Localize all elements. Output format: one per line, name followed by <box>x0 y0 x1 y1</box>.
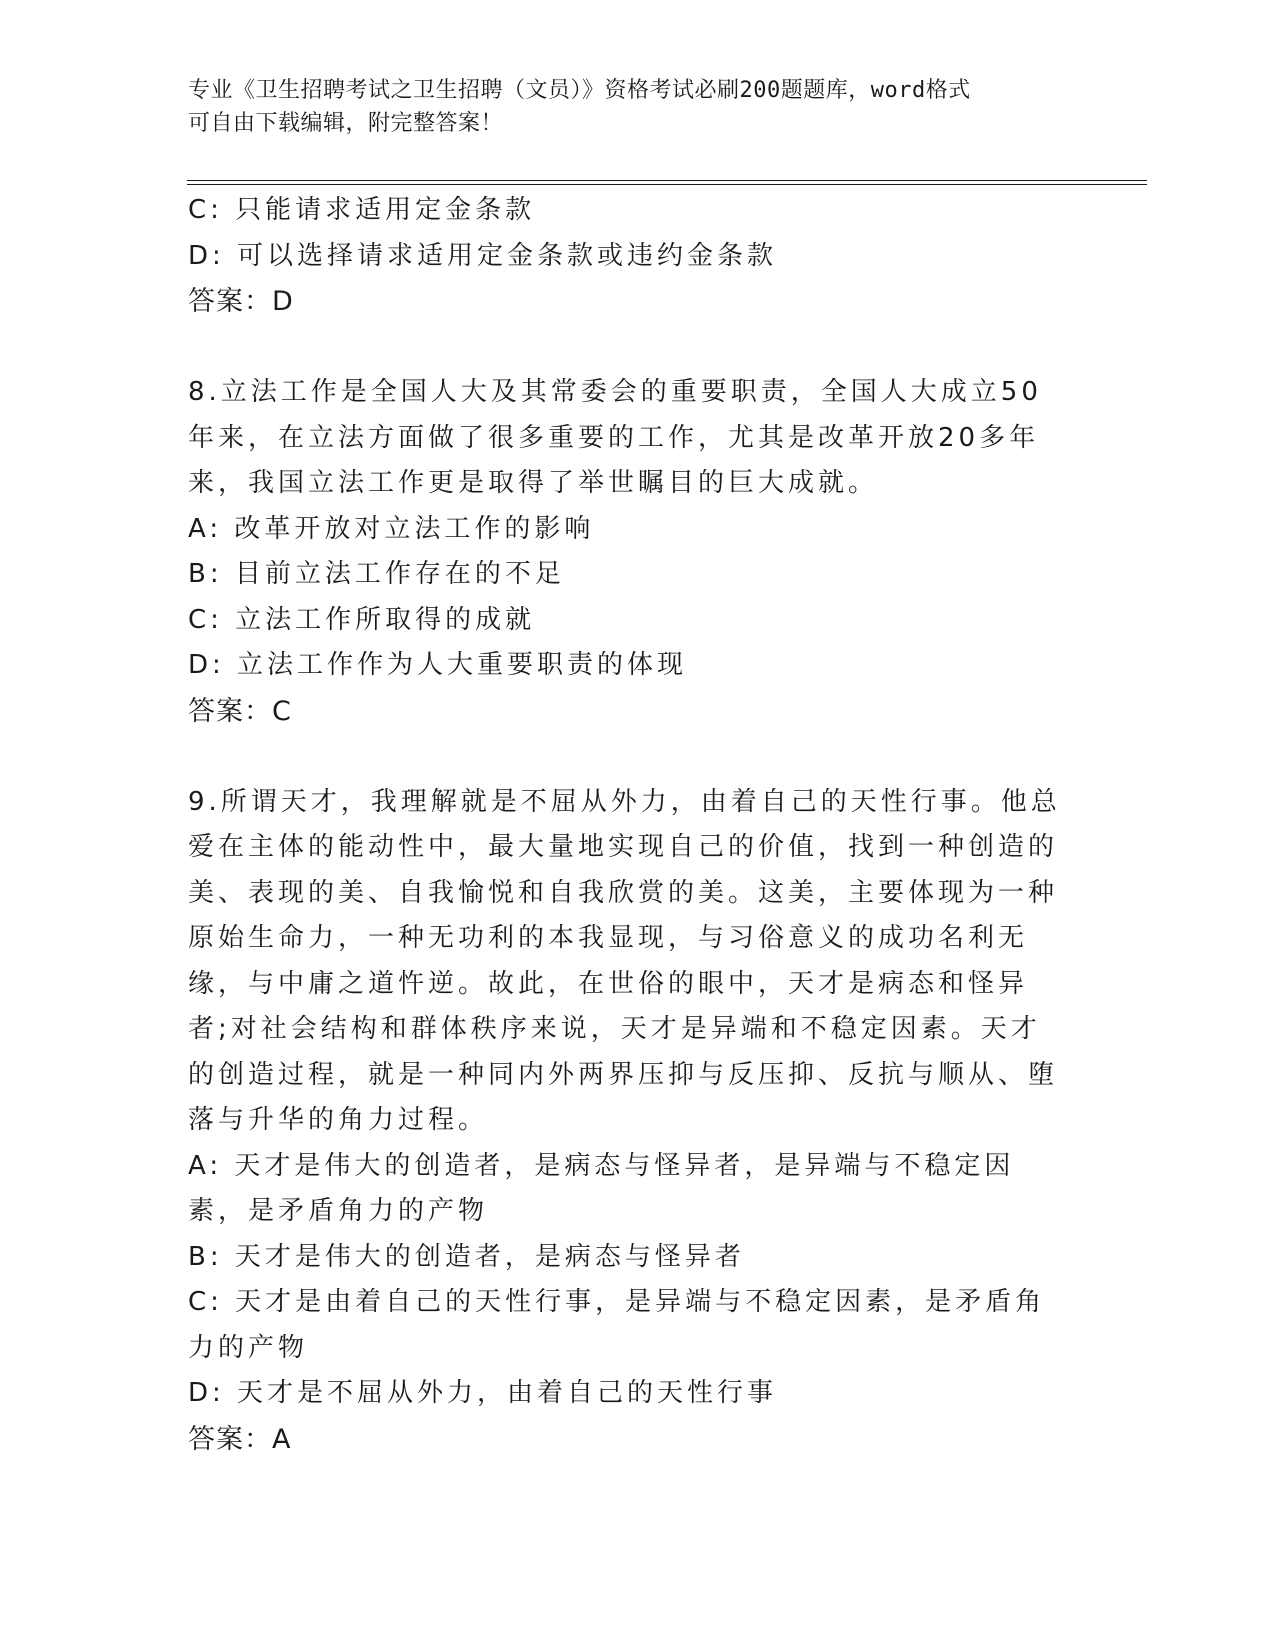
spacer <box>188 734 1068 780</box>
q9-option-a: A: 天才是伟大的创造者，是病态与怪异者，是异端与不稳定因素，是矛盾角力的产物 <box>188 1150 1015 1226</box>
q9-answer: 答案：A <box>188 1423 292 1455</box>
spacer <box>188 325 1068 371</box>
q7-answer: 答案：D <box>188 286 294 317</box>
q7-option-c: C: 只能请求适用定金条款 <box>188 195 536 225</box>
q7-option-d: D: 可以选择请求适用定金条款或违约金条款 <box>188 240 778 271</box>
header-divider-top <box>187 180 1147 181</box>
q9-option-b: B: 天才是伟大的创造者，是病态与怪异者 <box>188 1241 745 1272</box>
header-title-line2: 可自由下载编辑，附完整答案！ <box>188 111 504 136</box>
q8-option-c: C: 立法工作所取得的成就 <box>188 604 536 635</box>
q8-option-a: A: 改革开放对立法工作的影响 <box>188 513 595 544</box>
q9-stem: 9.所谓天才，我理解就是不屈从外力，由着自己的天性行事。他总爱在主体的能动性中，最大量地实现自己的价值，找到一种创造的美、表现的美、自我愉悦和自我欣赏的美。这美，主要体现为一种原始生命力，一种无功利的本我显现，与习俗意义的成功名利无缘，与中庸之道忤逆。故此，在世俗的眼中，天才是病态和怪异者;对社会结构和群体秩序来说，天才是异端和不稳定因素。天才的创造过程，就是一种同内外两界压抑与反压抑、反抗与顺从、堕落与升华的角力过程。 <box>188 786 1061 1135</box>
q8-option-d: D: 立法工作作为人大重要职责的体现 <box>188 650 688 680</box>
header-divider-bottom <box>187 184 1147 185</box>
header-title-line1: 专业《卫生招聘考试之卫生招聘（文员）》资格考试必刷200题题库，word格式 <box>188 78 971 103</box>
q9-option-c: C: 天才是由着自己的天性行事，是异端与不稳定因素，是矛盾角力的产物 <box>188 1287 1046 1363</box>
q9-option-d: D: 天才是不屈从外力，由着自己的天性行事 <box>188 1378 778 1408</box>
question-content <box>188 188 1068 1462</box>
q8-option-b: B: 目前立法工作存在的不足 <box>188 559 565 589</box>
document-header <box>188 74 1068 140</box>
q8-answer: 答案：C <box>188 695 292 727</box>
q8-stem: 8.立法工作是全国人大及其常委会的重要职责，全国人大成立50年来，在立法方面做了很多重要的工作，尤其是改革开放20多年来，我国立法工作更是取得了举世瞩目的巨大成就。 <box>188 377 1042 498</box>
